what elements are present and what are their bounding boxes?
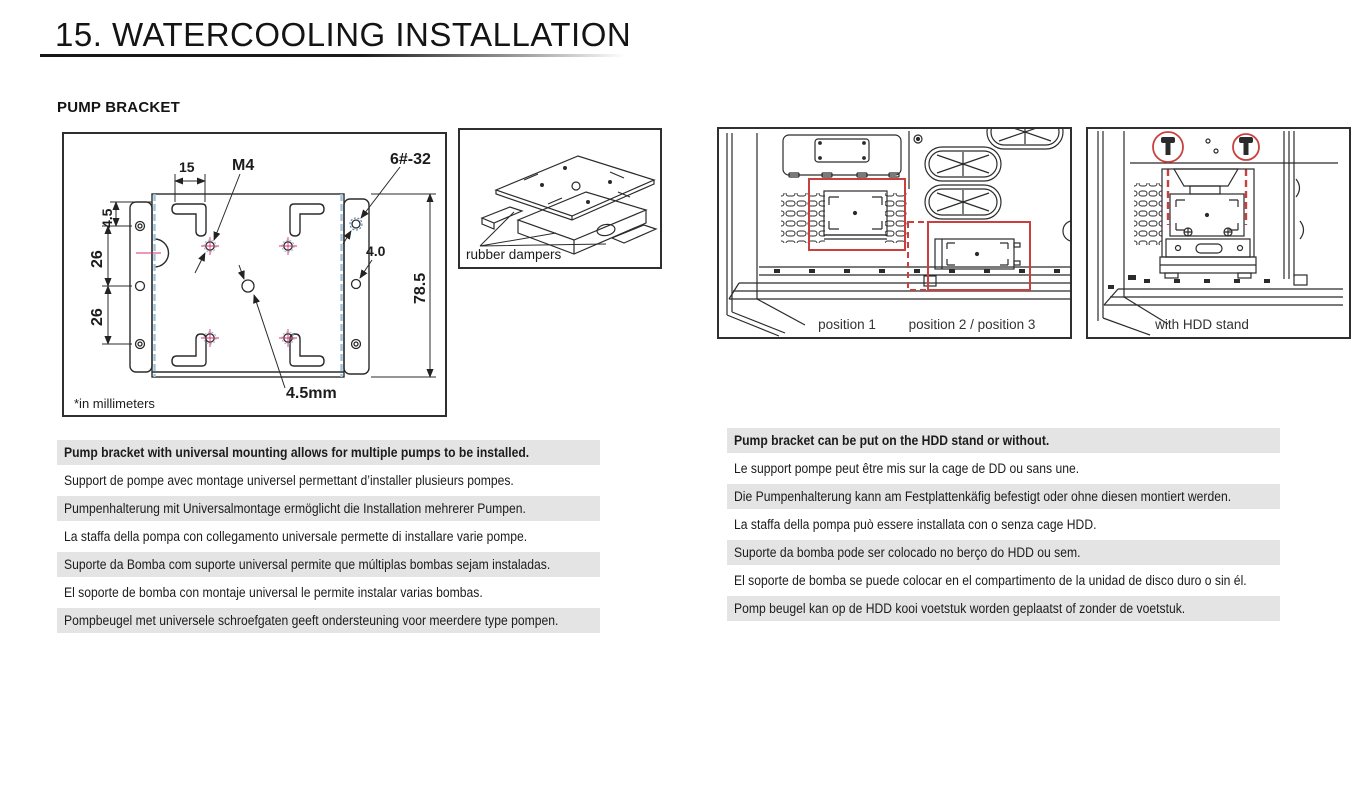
psu-shroud-plate <box>783 131 922 189</box>
hdd-stand-drawing <box>1088 129 1349 337</box>
pump-bracket-dimension-drawing <box>64 134 445 415</box>
note-row-en <box>57 440 600 465</box>
dim-hole-pitch-upper: 26 <box>89 250 106 268</box>
pump-positions-drawing <box>719 129 1071 338</box>
note-text: Pump bracket can be put on the HDD stand or without. <box>734 433 1050 448</box>
pump-bracket-position23 <box>935 239 1020 269</box>
title-divider <box>40 54 625 57</box>
note-text: El soporte de bomba con montaje universal le permite instalar varias bombas. <box>64 585 483 600</box>
note-text: Pomp beugel kan op de HDD kooi voetstuk worden geplaatst of zonder de voetstuk. <box>734 601 1186 616</box>
page-title: 15. WATERCOOLING INSTALLATION <box>55 16 632 53</box>
note-row-de <box>57 496 600 521</box>
caption-position-1: position 1 <box>818 317 876 332</box>
note-row-de <box>727 484 1280 509</box>
note-row-es <box>727 568 1280 593</box>
section-heading: PUMP BRACKET <box>57 99 180 116</box>
label-center-hole: 4.5mm <box>286 385 337 402</box>
damper-assembly <box>482 156 656 254</box>
fold-lines <box>155 194 342 377</box>
note-text: La staffa della pompa può essere installata con o senza cage HDD. <box>734 517 1097 532</box>
note-text: El soporte de bomba se puede colocar en el compartimento de la unidad de disco duro o sin él. <box>734 573 1247 588</box>
rubber-dampers-label: rubber dampers <box>466 247 562 262</box>
fan-vents <box>925 129 1063 219</box>
figure-pump-positions <box>717 127 1072 339</box>
caption-with-hdd-stand: with HDD stand <box>1155 317 1249 332</box>
dim-hole-pitch-lower: 26 <box>89 308 106 326</box>
note-text: Support de pompe avec montage universel permettant d’installer plusieurs pompes. <box>64 473 514 488</box>
notes-left-block <box>57 440 600 636</box>
grommet-strip <box>1134 183 1162 245</box>
corner-slots <box>172 204 324 366</box>
note-text: Pump bracket with universal mounting allows for multiple pumps to be installed. <box>64 445 530 460</box>
dim-slot-pitch: 15 <box>179 159 195 175</box>
note-row-pt <box>57 552 600 577</box>
note-text: Suporte da Bomba com suporte universal permite que múltiplas bombas sejam instaladas. <box>64 557 551 572</box>
notes-right-block <box>727 428 1280 624</box>
note-text: Le support pompe peut être mis sur la cage de DD ou sans une. <box>734 461 1080 476</box>
units-note: *in millimeters <box>74 396 155 411</box>
note-row-fr <box>57 468 600 493</box>
hdd-stand-assembly <box>1160 169 1256 278</box>
figure-rubber-dampers <box>458 128 662 269</box>
note-row-it <box>57 524 600 549</box>
position2-highlight-box <box>928 222 1030 290</box>
rear-panel <box>1284 131 1304 279</box>
dim-bracket-height: 78.5 <box>412 272 429 304</box>
note-text: Suporte da bomba pode ser colocado no berço do HDD ou sem. <box>734 545 1081 560</box>
label-hole-diameter: 4.0 <box>366 243 386 259</box>
case-floor-rails <box>1104 275 1343 305</box>
note-row-it <box>727 512 1280 537</box>
note-row-es <box>57 580 600 605</box>
flange-holes <box>136 218 363 349</box>
label-m4-thread: M4 <box>232 157 255 174</box>
note-text: Pumpenhalterung mit Universalmontage ermöglicht die Installation mehrerer Pumpen. <box>64 501 526 516</box>
note-row-nl <box>57 608 600 633</box>
dim-edge-offset: 4.5 <box>99 208 115 228</box>
note-row-en <box>727 428 1280 453</box>
note-row-fr <box>727 456 1280 481</box>
note-row-pt <box>727 540 1280 565</box>
label-6-32-thread: 6#-32 <box>390 151 431 168</box>
position3-dashed-box <box>908 222 928 290</box>
caption-position-2-3: position 2 / position 3 <box>908 317 1036 332</box>
figure-pump-bracket-dimensions <box>62 132 447 417</box>
figure-hdd-stand <box>1086 127 1351 339</box>
bracket-outline <box>130 194 369 377</box>
note-row-nl <box>727 596 1280 621</box>
note-text: La staffa della pompa con collegamento universale permette di installare varie pompe. <box>64 529 528 544</box>
note-text: Die Pumpenhalterung kann am Festplattenkäfig befestigt oder ohne diesen montiert werden. <box>734 489 1232 504</box>
note-text: Pompbeugel met universele schroefgaten geeft ondersteuning voor meerdere type pompen. <box>64 613 559 628</box>
